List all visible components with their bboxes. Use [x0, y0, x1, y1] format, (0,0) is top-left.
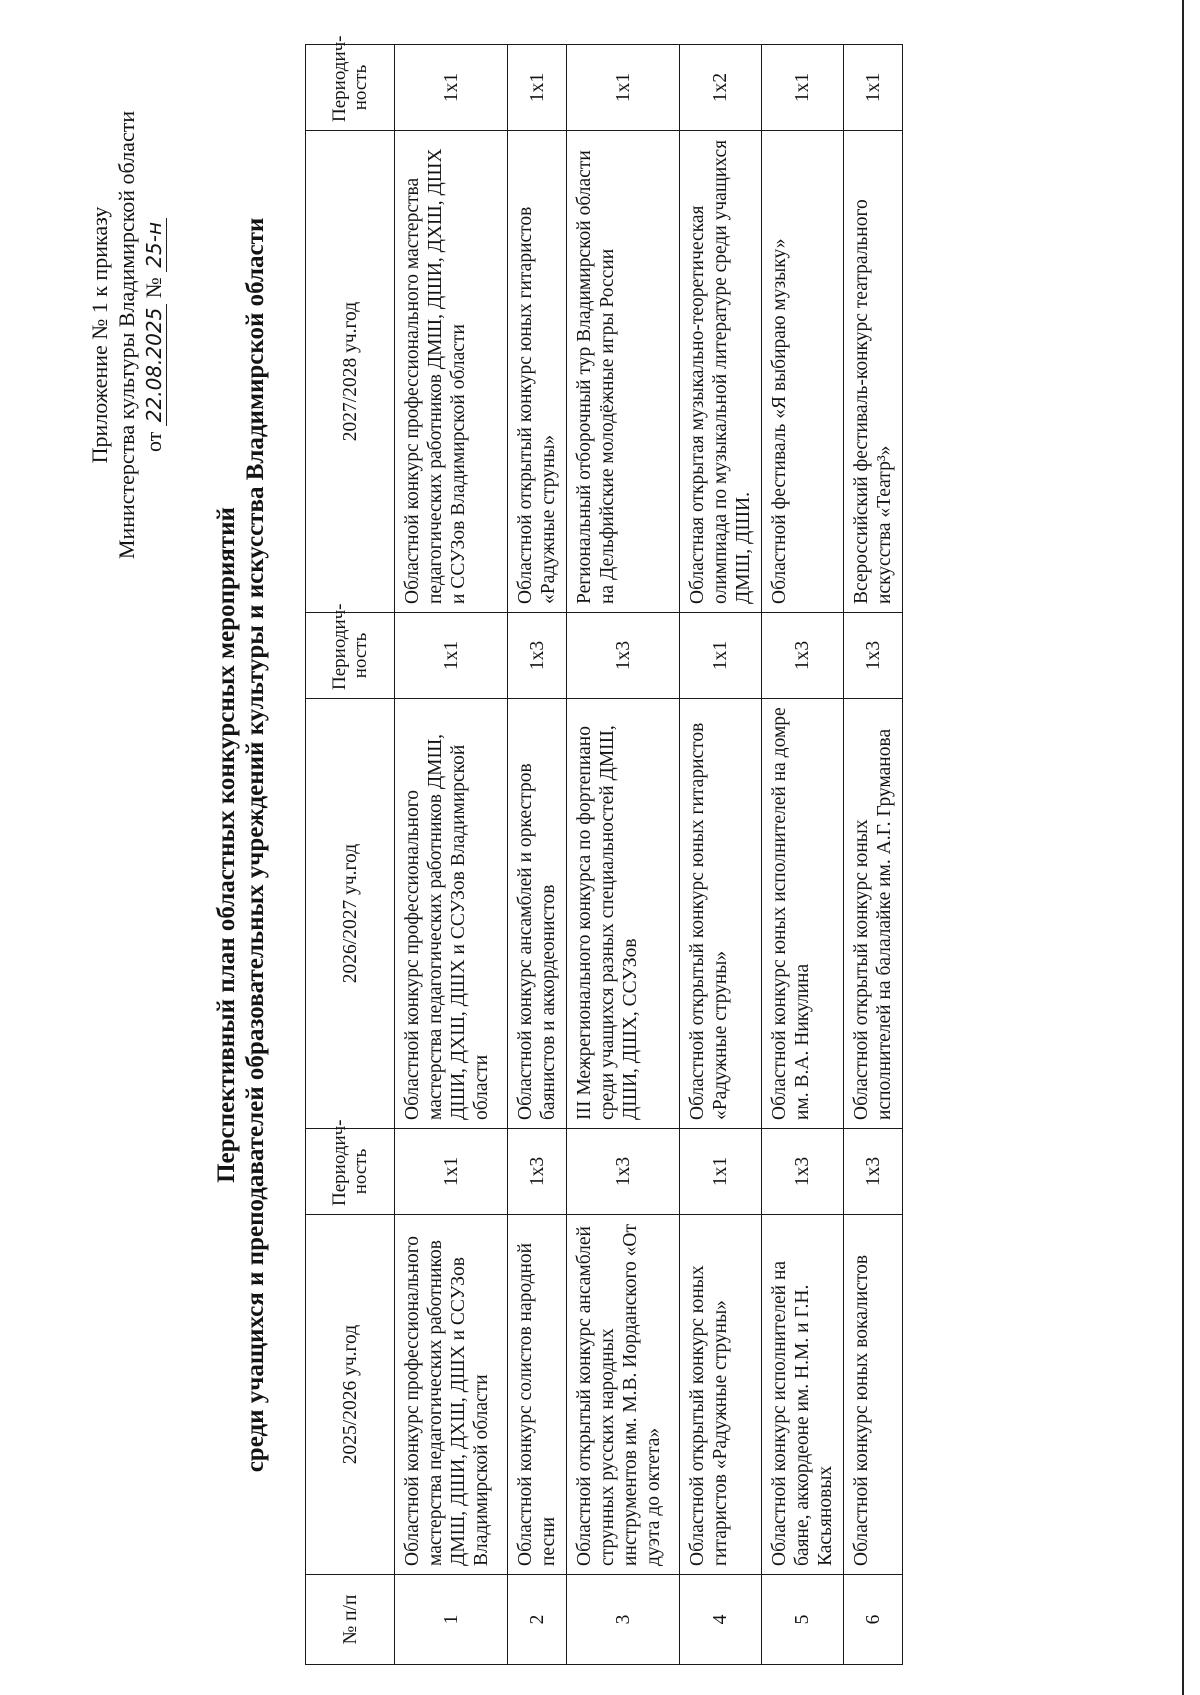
periodicity-2027: 1х1 — [762, 45, 844, 131]
table-row — [395, 45, 508, 1665]
event-2025: Областной открытый конкурс ансамблей струнных русских народных инструментов им. М.В. Иорданского «От дуэта до октета» — [567, 1215, 680, 1575]
title-line-1: Перспективный план областных конкурсных мероприятий — [213, 507, 240, 1183]
event-2025: Областной открытый конкурс юных гитаристов «Радужные струны» — [680, 1215, 762, 1575]
periodicity-2027: 1х1 — [395, 45, 508, 131]
header-line-3: от 22.08.2025 № 25-н — [140, 55, 168, 615]
event-2027: Областная открытая музыкально-теоретическая олимпиада по музыкальной литературе среди учащихся ДМШ, ДШИ. — [680, 131, 762, 613]
periodicity-2026: 1х3 — [567, 613, 680, 699]
periodicity-2027: 1х1 — [508, 45, 567, 131]
title-line-2: среди учащихся и преподавателей образовательных учреждений культуры и искусства Владимирской области — [242, 217, 269, 1473]
order-number: 25-н — [142, 218, 167, 272]
table-row — [567, 45, 680, 1665]
event-2026: Областной конкурс профессионального мастерства педагогических работников ДМШ, ДШИ, ДХШ, ДШХ и ССУЗов Владимирской области — [395, 699, 508, 1129]
header-periodicity-2: Периодич-ность — [306, 613, 395, 699]
row-number: 1 — [395, 1575, 508, 1665]
event-2025: Областной конкурс солистов народной песни — [508, 1215, 567, 1575]
event-2026: Областной открытый конкурс юных гитаристов «Радужные струны» — [680, 699, 762, 1129]
header-line-2: Министерства культуры Владимирской области — [114, 110, 139, 560]
periodicity-2026: 1х1 — [680, 613, 762, 699]
document-title — [212, 55, 270, 1635]
header-line-1: Приложение № 1 к приказу — [87, 206, 112, 464]
row-number: 2 — [508, 1575, 567, 1665]
header-periodicity-3: Периодич-ность — [306, 45, 395, 131]
table-row — [762, 45, 844, 1665]
periodicity-2025: 1х3 — [762, 1129, 844, 1215]
periodicity-2025: 1х3 — [508, 1129, 567, 1215]
periodicity-2025: 1х1 — [680, 1129, 762, 1215]
event-2025: Областной конкурс юных вокалистов — [844, 1215, 903, 1575]
header-periodicity-1: Периодич-ность — [306, 1129, 395, 1215]
periodicity-2026: 1х3 — [762, 613, 844, 699]
header-year-2026: 2026/2027 уч.год — [306, 699, 395, 1129]
periodicity-2025: 1х1 — [395, 1129, 508, 1215]
event-2027: Всероссийский фестиваль-конкурс театрального искусства «Театр³» — [844, 131, 903, 613]
periodicity-2025: 1х3 — [567, 1129, 680, 1215]
header-year-2027: 2027/2028 уч.год — [306, 131, 395, 613]
event-2026: III Межрегионального конкурса по фортепиано среди учащихся разных специальностей ДМШ, ДШИ, ДШХ, ССУЗов — [567, 699, 680, 1129]
periodicity-2027: 1х2 — [680, 45, 762, 131]
table-row — [508, 45, 567, 1665]
periodicity-2027: 1х1 — [844, 45, 903, 131]
table-row — [844, 45, 903, 1665]
row-number: 4 — [680, 1575, 762, 1665]
event-2027: Областной открытый конкурс юных гитаристов «Радужные струны» — [508, 131, 567, 613]
event-2027: Областной фестиваль «Я выбираю музыку» — [762, 131, 844, 613]
event-2025: Областной конкурс профессионального мастерства педагогических работников ДМШ, ДШИ, ДХШ, ДШХ и ССУЗов Владимирской области — [395, 1215, 508, 1575]
event-2026: Областной конкурс ансамблей и оркестров баянистов и аккордеонистов — [508, 699, 567, 1129]
events-plan-table — [305, 35, 903, 1665]
event-2027: Региональный отборочный тур Владимирской области на Дельфийские молодёжные игры России — [567, 131, 680, 613]
event-2025: Областной конкурс исполнителей на баяне, аккордеоне им. Н.М. и Г.Н. Касьяновых — [762, 1215, 844, 1575]
row-number: 3 — [567, 1575, 680, 1665]
periodicity-2026: 1х3 — [508, 613, 567, 699]
periodicity-2027: 1х1 — [567, 45, 680, 131]
event-2026: Областной конкурс юных исполнителей на домре им. В.А. Никулина — [762, 699, 844, 1129]
order-header — [86, 55, 168, 615]
header-num: № п/п — [306, 1575, 395, 1665]
periodicity-2026: 1х3 — [844, 613, 903, 699]
periodicity-2025: 1х3 — [844, 1129, 903, 1215]
event-2027: Областной конкурс профессионального мастерства педагогических работников ДМШ, ДШИ, ДХШ, ДШХ и ССУЗов Владимирской области — [395, 131, 508, 613]
row-number: 5 — [762, 1575, 844, 1665]
order-date: 22.08.2025 — [142, 304, 167, 427]
table-header-row — [306, 45, 395, 1665]
row-number: 6 — [844, 1575, 903, 1665]
event-2026: Областной открытый конкурс юных исполнителей на балалайке им. А.Г. Груманова — [844, 699, 903, 1129]
table-row — [680, 45, 762, 1665]
header-year-2025: 2025/2026 уч.год — [306, 1215, 395, 1575]
periodicity-2026: 1х1 — [395, 613, 508, 699]
